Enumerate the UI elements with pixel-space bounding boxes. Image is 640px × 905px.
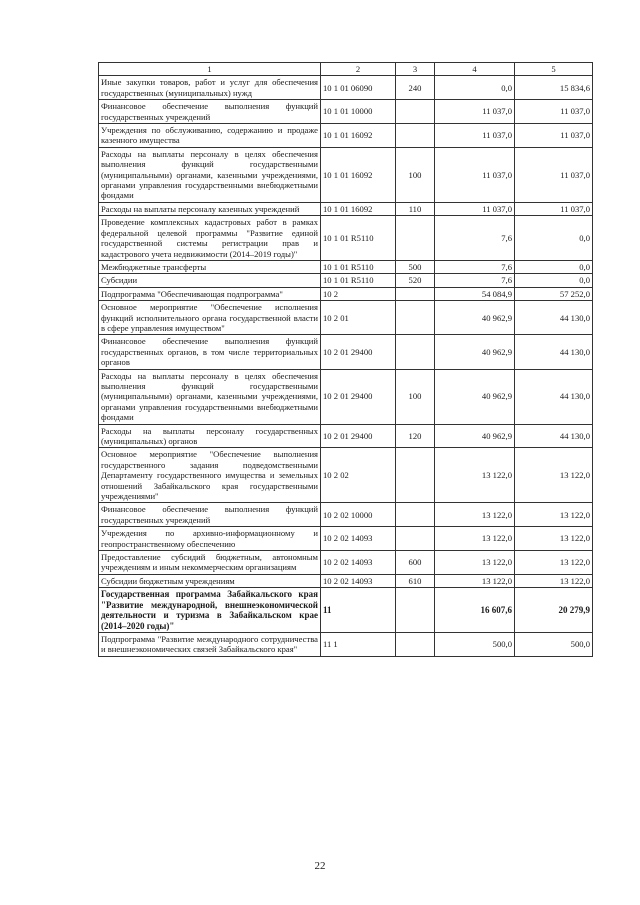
- row-expense-type: 600: [396, 551, 435, 575]
- row-expense-type: [396, 527, 435, 551]
- table-row: [99, 76, 593, 100]
- row-code: 10 1 01 R5110: [321, 274, 396, 287]
- table-row: [99, 335, 593, 369]
- row-name: Расходы на выплаты персоналу в целях обеспечения выполнения функций государственными (муниципальными) органами, казенными учреждениями, органами управления государственными внебюджетными фондами: [99, 147, 321, 202]
- row-code: 10 1 01 16092: [321, 202, 396, 215]
- table-row: [99, 202, 593, 215]
- row-name: Предоставление субсидий бюджетным, автономным учреждениям и иным некоммерческим организациям: [99, 551, 321, 575]
- row-expense-type: [396, 335, 435, 369]
- row-value-5: 0,0: [515, 274, 593, 287]
- row-code: 10 1 01 R5110: [321, 260, 396, 273]
- row-value-5: 20 279,9: [515, 588, 593, 633]
- row-value-4: 13 122,0: [435, 527, 515, 551]
- row-name: Финансовое обеспечение выполнения функций государственных органов, в том числе территориальных органов: [99, 335, 321, 369]
- row-expense-type: [396, 124, 435, 148]
- row-code: 10 2 02 14093: [321, 551, 396, 575]
- row-value-4: 40 962,9: [435, 335, 515, 369]
- row-name: Государственная программа Забайкальского края "Развитие международной, внешнеэкономической деятельности и туризма в Забайкальском крае (2014–2020 годы)": [99, 588, 321, 633]
- row-value-4: 13 122,0: [435, 551, 515, 575]
- row-code: 11: [321, 588, 396, 633]
- row-expense-type: [396, 632, 435, 656]
- row-name: Иные закупки товаров, работ и услуг для обеспечения государственных (муниципальных) нужд: [99, 76, 321, 100]
- row-name: Финансовое обеспечение выполнения функций государственных учреждений: [99, 503, 321, 527]
- row-code: 10 2 02: [321, 448, 396, 503]
- row-name: Субсидии бюджетным учреждениям: [99, 574, 321, 587]
- table-row: [99, 503, 593, 527]
- row-expense-type: [396, 100, 435, 124]
- row-code: 10 2: [321, 287, 396, 300]
- table-row: [99, 100, 593, 124]
- row-value-4: 11 037,0: [435, 124, 515, 148]
- row-name: Подпрограмма "Развитие международного сотрудничества и внешнеэкономических связей Забайкальского края": [99, 632, 321, 656]
- table-row: [99, 632, 593, 656]
- row-value-5: 15 834,6: [515, 76, 593, 100]
- row-expense-type: 100: [396, 147, 435, 202]
- row-value-5: 13 122,0: [515, 503, 593, 527]
- row-value-4: 0,0: [435, 76, 515, 100]
- header-cell-2: 2: [321, 63, 396, 76]
- row-expense-type: [396, 588, 435, 633]
- row-value-5: 44 130,0: [515, 369, 593, 424]
- table-row: [99, 124, 593, 148]
- row-value-4: 13 122,0: [435, 503, 515, 527]
- row-name: Учреждения по обслуживанию, содержанию и продаже казенного имущества: [99, 124, 321, 148]
- row-name: Межбюджетные трансферты: [99, 260, 321, 273]
- row-value-5: 11 037,0: [515, 124, 593, 148]
- row-value-4: 7,6: [435, 216, 515, 261]
- row-value-4: 7,6: [435, 260, 515, 273]
- row-name: Проведение комплексных кадастровых работ в рамках федеральной целевой программы "Развитие единой государственной системы регистрации прав и кадастрового учета недвижимости (2014–2019 годы)": [99, 216, 321, 261]
- row-value-5: 13 122,0: [515, 448, 593, 503]
- row-code: 10 2 02 14093: [321, 574, 396, 587]
- row-expense-type: [396, 503, 435, 527]
- table-row: [99, 301, 593, 335]
- row-code: 11 1: [321, 632, 396, 656]
- row-code: 10 1 01 16092: [321, 147, 396, 202]
- table-row: [99, 147, 593, 202]
- row-expense-type: 100: [396, 369, 435, 424]
- header-cell-3: 3: [396, 63, 435, 76]
- row-value-5: 13 122,0: [515, 527, 593, 551]
- row-code: 10 2 02 14093: [321, 527, 396, 551]
- row-name: Основное мероприятие "Обеспечение исполнения функций исполнительного органа государственной власти в сфере управления имуществом": [99, 301, 321, 335]
- header-cell-4: 4: [435, 63, 515, 76]
- table-row: [99, 274, 593, 287]
- row-expense-type: 520: [396, 274, 435, 287]
- row-value-4: 7,6: [435, 274, 515, 287]
- row-value-5: 500,0: [515, 632, 593, 656]
- row-name: Расходы на выплаты персоналу государственных (муниципальных) органов: [99, 424, 321, 448]
- budget-table-container: [98, 62, 592, 657]
- header-cell-1: 1: [99, 63, 321, 76]
- row-value-5: 13 122,0: [515, 551, 593, 575]
- row-value-4: 40 962,9: [435, 369, 515, 424]
- row-code: 10 1 01 16092: [321, 124, 396, 148]
- table-row: [99, 424, 593, 448]
- row-value-4: 13 122,0: [435, 448, 515, 503]
- page-number: 22: [314, 860, 326, 872]
- table-row: [99, 527, 593, 551]
- row-code: 10 2 01 29400: [321, 424, 396, 448]
- row-value-5: 44 130,0: [515, 301, 593, 335]
- row-value-5: 11 037,0: [515, 202, 593, 215]
- row-value-4: 500,0: [435, 632, 515, 656]
- row-name: Финансовое обеспечение выполнения функций государственных учреждений: [99, 100, 321, 124]
- row-name: Подпрограмма "Обеспечивающая подпрограмма": [99, 287, 321, 300]
- row-value-5: 13 122,0: [515, 574, 593, 587]
- row-expense-type: [396, 301, 435, 335]
- row-value-5: 0,0: [515, 260, 593, 273]
- row-code: 10 1 01 10000: [321, 100, 396, 124]
- row-value-5: 44 130,0: [515, 424, 593, 448]
- table-row: [99, 216, 593, 261]
- row-value-4: 54 084,9: [435, 287, 515, 300]
- row-name: Расходы на выплаты персоналу казенных учреждений: [99, 202, 321, 215]
- row-expense-type: 120: [396, 424, 435, 448]
- table-row: [99, 287, 593, 300]
- row-value-5: 0,0: [515, 216, 593, 261]
- header-row: [99, 63, 593, 76]
- row-expense-type: [396, 216, 435, 261]
- row-code: 10 2 01 29400: [321, 335, 396, 369]
- row-name: Расходы на выплаты персоналу в целях обеспечения выполнения функций государственными (муниципальными) органами, казенными учреждениями, органами управления государственными внебюджетными фондами: [99, 369, 321, 424]
- table-row: [99, 448, 593, 503]
- row-value-4: 11 037,0: [435, 100, 515, 124]
- header-cell-5: 5: [515, 63, 593, 76]
- row-expense-type: 110: [396, 202, 435, 215]
- table-row: [99, 369, 593, 424]
- row-expense-type: 240: [396, 76, 435, 100]
- row-code: 10 1 01 R5110: [321, 216, 396, 261]
- row-value-5: 11 037,0: [515, 100, 593, 124]
- row-value-4: 11 037,0: [435, 202, 515, 215]
- row-value-5: 57 252,0: [515, 287, 593, 300]
- row-value-4: 11 037,0: [435, 147, 515, 202]
- row-name: Учреждения по архивно-информационному и геопространственному обеспечению: [99, 527, 321, 551]
- row-expense-type: 610: [396, 574, 435, 587]
- table-row: [99, 551, 593, 575]
- table-row: [99, 260, 593, 273]
- row-value-5: 44 130,0: [515, 335, 593, 369]
- row-name: Основное мероприятие "Обеспечение выполнения государственного задания подведомственными Департаменту государственного имущества и земельных отношений Забайкальского края государственными учреждениями": [99, 448, 321, 503]
- row-code: 10 1 01 06090: [321, 76, 396, 100]
- budget-table: [98, 62, 593, 657]
- row-expense-type: [396, 448, 435, 503]
- row-value-4: 40 962,9: [435, 301, 515, 335]
- row-value-4: 16 607,6: [435, 588, 515, 633]
- row-name: Субсидии: [99, 274, 321, 287]
- table-row: [99, 574, 593, 587]
- row-code: 10 2 01: [321, 301, 396, 335]
- row-expense-type: 500: [396, 260, 435, 273]
- row-expense-type: [396, 287, 435, 300]
- row-value-4: 13 122,0: [435, 574, 515, 587]
- table-row: [99, 588, 593, 633]
- row-code: 10 2 02 10000: [321, 503, 396, 527]
- row-code: 10 2 01 29400: [321, 369, 396, 424]
- row-value-4: 40 962,9: [435, 424, 515, 448]
- row-value-5: 11 037,0: [515, 147, 593, 202]
